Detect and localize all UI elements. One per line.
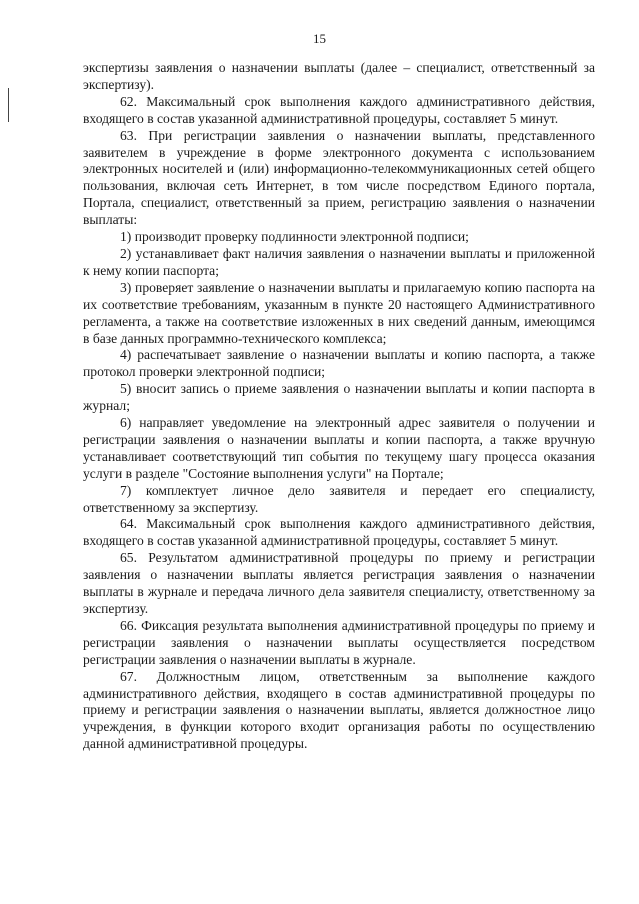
document-body bbox=[83, 60, 595, 753]
paragraph-62: 62. Максимальный срок выполнения каждого административного действия, входящего в состав указанной административной процедуры, составляет 5 минут. bbox=[83, 93, 595, 126]
paragraph-64: 64. Максимальный срок выполнения каждого административного действия, входящего в состав указанной административной процедуры, составляет 5 минут. bbox=[83, 516, 595, 549]
list-item-3: 3) проверяет заявление о назначении выплаты и прилагаемую копию паспорта на их соответствие требованиям, указанным в пункте 20 настоящего Административного регламента, а также на соответствие изложенных в них сведений данным, имеющимся в базе данных программно-технического комплекса; bbox=[83, 279, 595, 346]
paragraph-65: 65. Результатом административной процедуры по приему и регистрации заявления о назначении выплаты является регистрация заявления о назначении выплаты в журнале и передача личного дела заявителя специалисту, ответственному за экспертизу. bbox=[83, 550, 595, 616]
list-item-6: 6) направляет уведомление на электронный адрес заявителя о получении и регистрации заявления о назначении выплаты и копии паспорта, а также вручную устанавливает соответствующий тип события по текущему шагу процесса оказания услуги в разделе "Состояние выполнения услуги" на Портале; bbox=[83, 415, 595, 481]
paragraph-66: 66. Фиксация результата выполнения административной процедуры по приему и регистрации заявления о назначении выплаты осуществляется посредством регистрации заявления о назначении выплаты в журнале. bbox=[83, 617, 595, 667]
list-item-2: 2) устанавливает факт наличия заявления о назначении выплаты и приложенной к нему копии паспорта; bbox=[83, 245, 595, 278]
page-number: 15 bbox=[313, 31, 326, 46]
list-item-5: 5) вносит запись о приеме заявления о назначении выплаты и копии паспорта в журнал; bbox=[83, 381, 595, 414]
paragraph-continuation: экспертизы заявления о назначении выплаты (далее – специалист, ответственный за экспертизу). bbox=[83, 60, 595, 92]
scan-margin-line bbox=[8, 88, 9, 122]
paragraph-63: 63. При регистрации заявления о назначении выплаты, представленного заявителем в учреждение в форме электронного документа с использованием электронных носителей и (или) информационно-телекоммуникационных сетей общего пользования, включая сеть Интернет, в том числе посредством Единого портала, Портала, специалист, ответственный за прием, регистрацию заявления о назначении выплаты: bbox=[83, 127, 595, 228]
list-item-7: 7) комплектует личное дело заявителя и передает его специалисту, ответственному за экспертизу. bbox=[83, 482, 595, 515]
paragraph-67: 67. Должностным лицом, ответственным за выполнение каждого административного действия, входящего в состав административной процедуры по приему и регистрации заявления о назначении выплаты, является должностное лицо учреждения, в функции которого входит организация работы по осуществлению данной административной процедуры. bbox=[83, 668, 595, 752]
list-item-4: 4) распечатывает заявление о назначении выплаты и копию паспорта, а также протокол проверки электронной подписи; bbox=[83, 347, 595, 380]
list-item-1: 1) производит проверку подлинности электронной подписи; bbox=[120, 229, 469, 245]
